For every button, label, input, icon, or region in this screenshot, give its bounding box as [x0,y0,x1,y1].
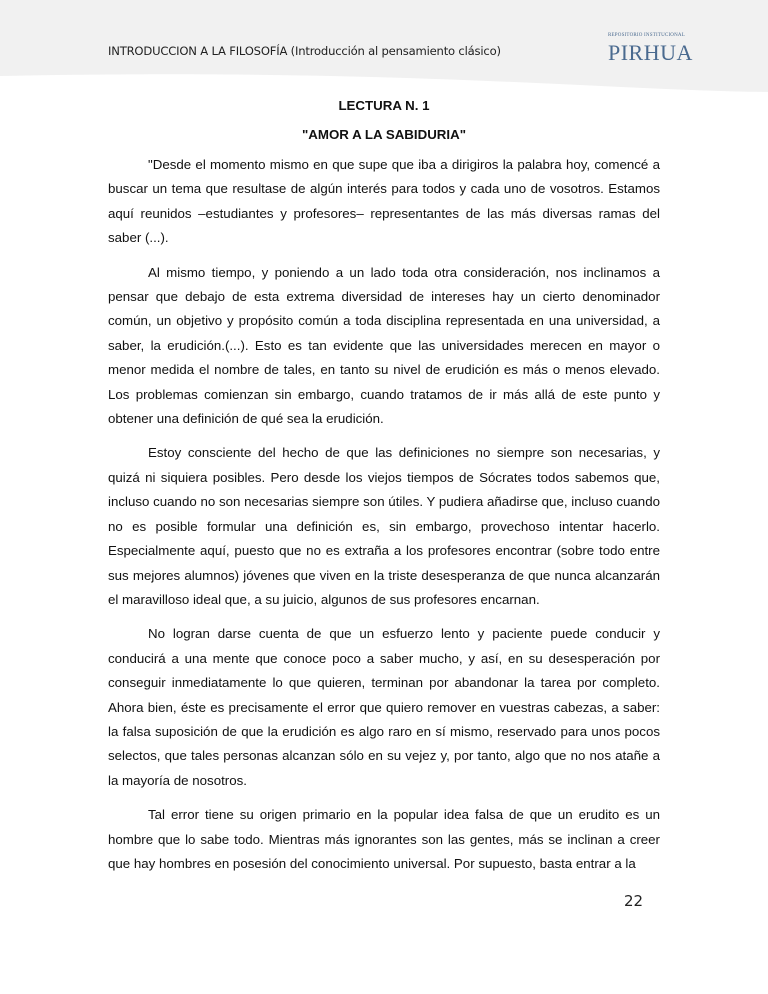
paragraph: Estoy consciente del hecho de que las definiciones no siempre son necesarias, y quizá ni siquiera posibles. Pero desde los viejos tiempos de Sócrates todos sabemos que, incluso cuando no son necesarias siempre son útiles. Y pudiera añadirse que, incluso cuando no es posible formular una definición es, sin embargo, provechoso intentar hacerlo. Especialmente aquí, puesto que no es extraña a los profesores encontrar (sobre todo entre sus mejores alumnos) jóvenes que viven en la triste desesperanza de que nunca alcanzarán el maravilloso ideal que, a su juicio, algunos de sus profesores encarnan. [108,445,660,607]
reading-subheading: "AMOR A LA SABIDURIA" [301,127,467,142]
body-text [108,153,660,876]
page-header [0,0,768,92]
logo-subtitle: REPOSITORIO INSTITUCIONAL [608,33,685,38]
logo-title: PIRHUA [608,40,693,65]
paragraph: Al mismo tiempo, y poniendo a un lado toda otra consideración, nos inclinamos a pensar que debajo de esta extrema diversidad de intereses hay un cierto denominador común, un objetivo y propósito común a toda disciplina representada en una universidad, a saber, la erudición.(...). Esto es tan evidente que las universidades merecen en mayor o menor medida el nombre de tales, en tanto su nivel de erudición es más o menos elevado. Los problemas comienzan sin embargo, cuando tratamos de ir más allá de este punto y obtener una definición de qué sea la erudición. [108,264,660,427]
page-number: 22 [624,892,644,911]
reading-heading: LECTURA N. 1 [338,98,430,113]
paragraph: "Desde el momento mismo en que supe que iba a dirigiros la palabra hoy, comencé a buscar un tema que resultase de algún interés para todos y cada uno de vosotros. Estamos aquí reunidos –estudiantes y profesores– representantes de las más diversas ramas del saber (...). [108,157,660,246]
pirhua-logo [608,32,698,65]
running-title: INTRODUCCION A LA FILOSOFÍA (Introducción al pensamiento clásico) [108,44,501,58]
paragraph: Tal error tiene su origen primario en la popular idea falsa de que un erudito es un hombre que lo sabe todo. Mientras más ignorantes son las gentes, más se inclinan a creer que hay hombres en posesión del conocimiento universal. Por supuesto, basta entrar a la [108,807,660,871]
paragraph: No logran darse cuenta de que un esfuerzo lento y paciente puede conducir y conducirá a una mente que conoce poco a saber mucho, y así, en su desesperación por conseguir inmediatamente lo que quieren, terminan por abandonar la tarea por completo. Ahora bien, éste es precisamente el error que quiero remover en vuestras cabezas, a saber: la falsa suposición de que la erudición es algo raro en sí mismo, reservado para unos pocos selectos, que tales personas alcanzan sólo en su vejez y, por tanto, algo que no nos atañe a la mayoría de nosotros. [108,626,660,788]
